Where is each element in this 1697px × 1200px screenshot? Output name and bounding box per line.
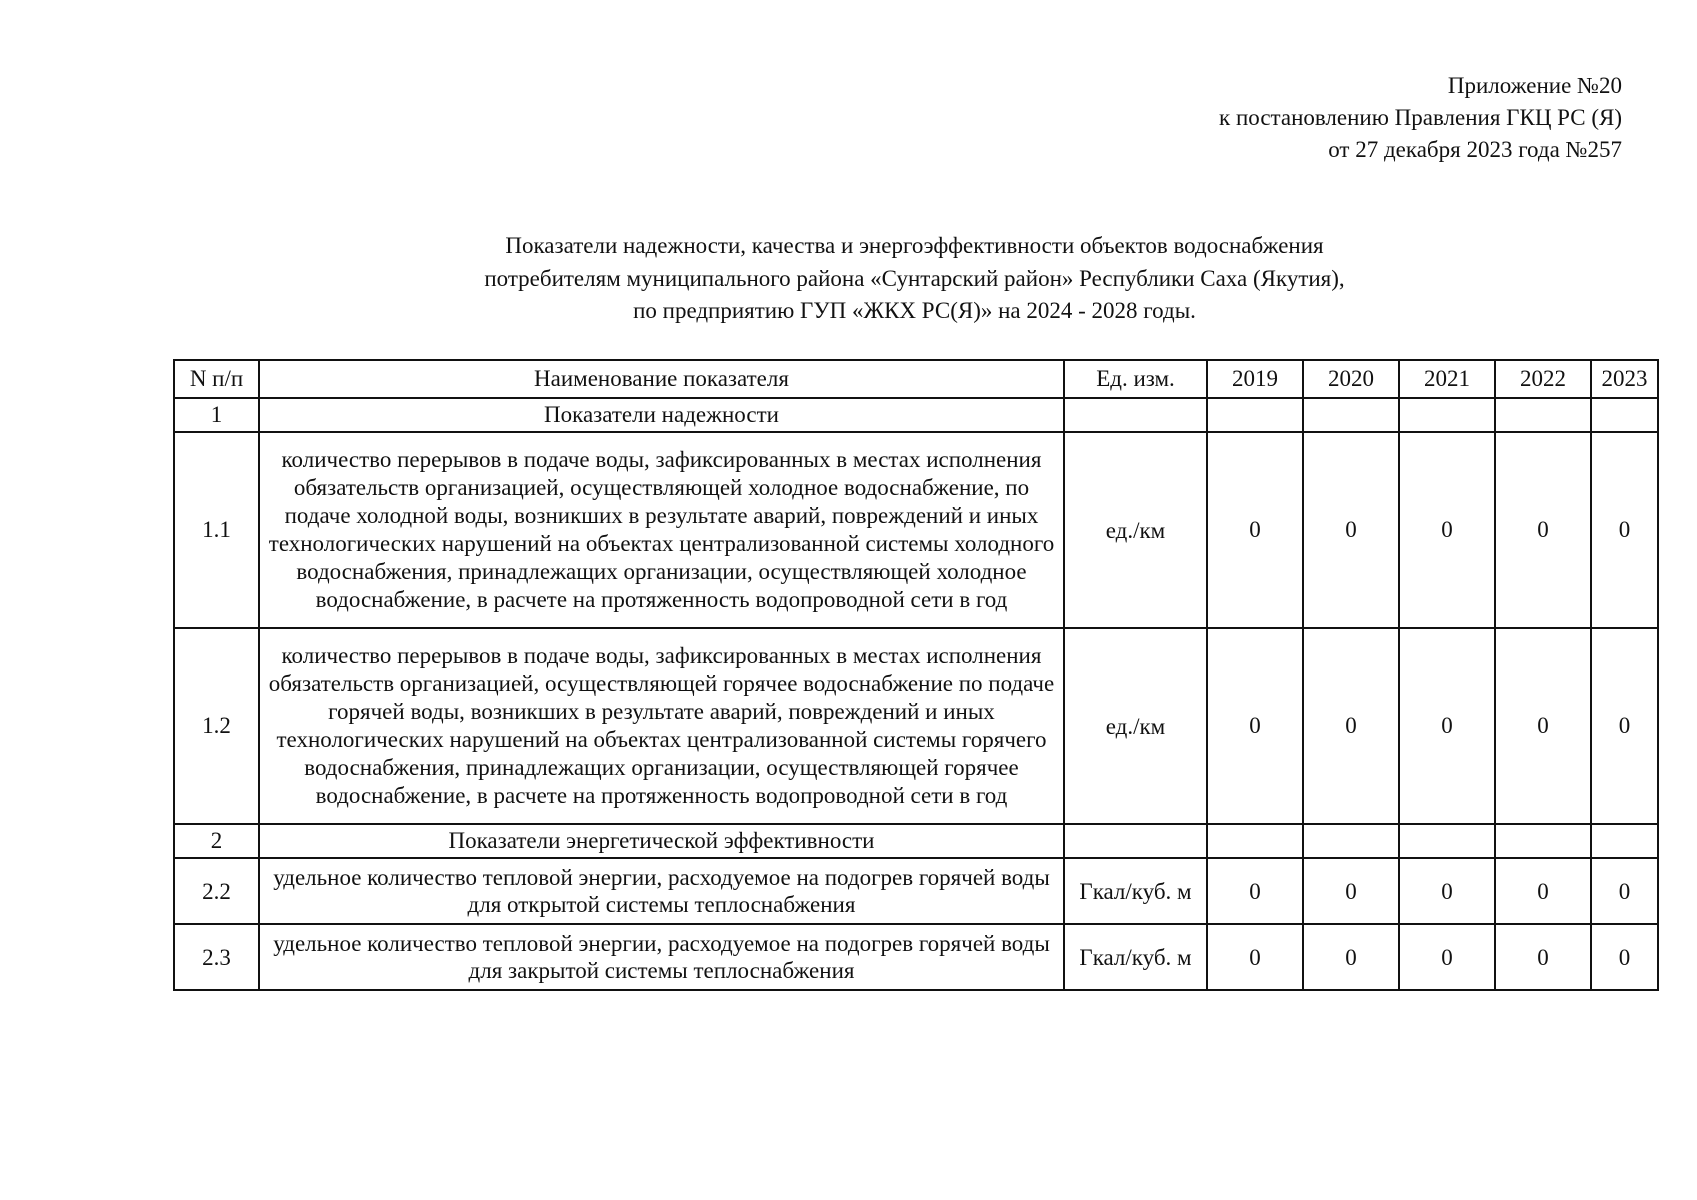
section-title: Показатели энергетической эффективности xyxy=(259,824,1064,858)
value-2021: 0 xyxy=(1399,924,1495,990)
value-2023: 0 xyxy=(1591,858,1658,924)
value-2021: 0 xyxy=(1399,858,1495,924)
title-line-3: по предприятию ГУП «ЖКХ РС(Я)» на 2024 - 2028 годы. xyxy=(633,298,1196,323)
row-unit: ед./км xyxy=(1064,432,1207,628)
section-title: Показатели надежности xyxy=(259,398,1064,432)
value-2020: 0 xyxy=(1303,432,1399,628)
column-header-2019: 2019 xyxy=(1207,360,1303,398)
row-number: 2 xyxy=(174,824,259,858)
row-number: 2.3 xyxy=(174,924,259,990)
indicator-name: количество перерывов в подаче воды, зафиксированных в местах исполнения обязательств организацией, осуществляющей холодное водоснабжение, по подаче холодной воды, возникших в результате аварий, повреждений и иных технологических нарушений на объектах централизованной системы холодного водоснабжения, принадлежащих организации, осуществляющей холодное водоснабжение, в расчете на протяженность водопроводной сети в год xyxy=(259,432,1064,628)
table-row xyxy=(174,924,1658,990)
row-number: 1.1 xyxy=(174,432,259,628)
row-unit: ед./км xyxy=(1064,628,1207,824)
value-2019 xyxy=(1207,398,1303,432)
value-2019: 0 xyxy=(1207,858,1303,924)
value-2023: 0 xyxy=(1591,924,1658,990)
value-2020: 0 xyxy=(1303,628,1399,824)
column-header-2022: 2022 xyxy=(1495,360,1591,398)
column-header-2023: 2023 xyxy=(1591,360,1658,398)
value-2021 xyxy=(1399,824,1495,858)
row-unit xyxy=(1064,824,1207,858)
title-line-2: потребителям муниципального района «Сунтарский район» Республики Саха (Якутия), xyxy=(484,265,1345,291)
value-2019: 0 xyxy=(1207,432,1303,628)
value-2020 xyxy=(1303,824,1399,858)
table-header-row xyxy=(174,360,1658,398)
column-header-name: Наименование показателя xyxy=(259,360,1064,398)
indicator-name: удельное количество тепловой энергии, расходуемое на подогрев горячей воды для закрытой системы теплоснабжения xyxy=(259,924,1064,990)
value-2023 xyxy=(1591,824,1658,858)
row-unit: Гкал/куб. м xyxy=(1064,858,1207,924)
appendix-resolution-ref: к постановлению Правления ГКЦ РС (Я) xyxy=(1219,105,1622,130)
table-row xyxy=(174,432,1658,628)
value-2019: 0 xyxy=(1207,628,1303,824)
table-row xyxy=(174,628,1658,824)
title-line-1: Показатели надежности, качества и энергоэффективности объектов водоснабжения xyxy=(505,233,1324,258)
indicator-name: количество перерывов в подаче воды, зафиксированных в местах исполнения обязательств организацией, осуществляющей горячее водоснабжение по подаче горячей воды, возникших в результате аварий, повреждений и иных технологических нарушений на объектах централизованной системы горячего водоснабжения, принадлежащих организации, осуществляющей горячее водоснабжение, в расчете на протяженность водопроводной сети в год xyxy=(259,628,1064,824)
table-section-row xyxy=(174,824,1658,858)
appendix-header xyxy=(1219,70,1622,166)
value-2020 xyxy=(1303,398,1399,432)
value-2019 xyxy=(1207,824,1303,858)
value-2020: 0 xyxy=(1303,858,1399,924)
value-2022: 0 xyxy=(1495,432,1591,628)
row-number: 1.2 xyxy=(174,628,259,824)
value-2023: 0 xyxy=(1591,628,1658,824)
value-2022: 0 xyxy=(1495,924,1591,990)
indicators-table xyxy=(173,359,1659,991)
value-2021: 0 xyxy=(1399,628,1495,824)
row-unit: Гкал/куб. м xyxy=(1064,924,1207,990)
appendix-number: Приложение №20 xyxy=(1447,73,1622,98)
value-2022 xyxy=(1495,824,1591,858)
table-row xyxy=(174,858,1658,924)
value-2022: 0 xyxy=(1495,628,1591,824)
value-2022 xyxy=(1495,398,1591,432)
value-2022: 0 xyxy=(1495,858,1591,924)
table-section-row xyxy=(174,398,1658,432)
value-2020: 0 xyxy=(1303,924,1399,990)
column-header-2021: 2021 xyxy=(1399,360,1495,398)
document-title xyxy=(172,230,1657,328)
value-2021: 0 xyxy=(1399,432,1495,628)
column-header-number: N п/п xyxy=(174,360,259,398)
value-2019: 0 xyxy=(1207,924,1303,990)
row-unit xyxy=(1064,398,1207,432)
row-number: 1 xyxy=(174,398,259,432)
indicator-name: удельное количество тепловой энергии, расходуемое на подогрев горячей воды для открытой системы теплоснабжения xyxy=(259,858,1064,924)
value-2021 xyxy=(1399,398,1495,432)
column-header-unit: Ед. изм. xyxy=(1064,360,1207,398)
value-2023 xyxy=(1591,398,1658,432)
row-number: 2.2 xyxy=(174,858,259,924)
value-2023: 0 xyxy=(1591,432,1658,628)
appendix-resolution-date: от 27 декабря 2023 года №257 xyxy=(1328,137,1622,162)
column-header-2020: 2020 xyxy=(1303,360,1399,398)
